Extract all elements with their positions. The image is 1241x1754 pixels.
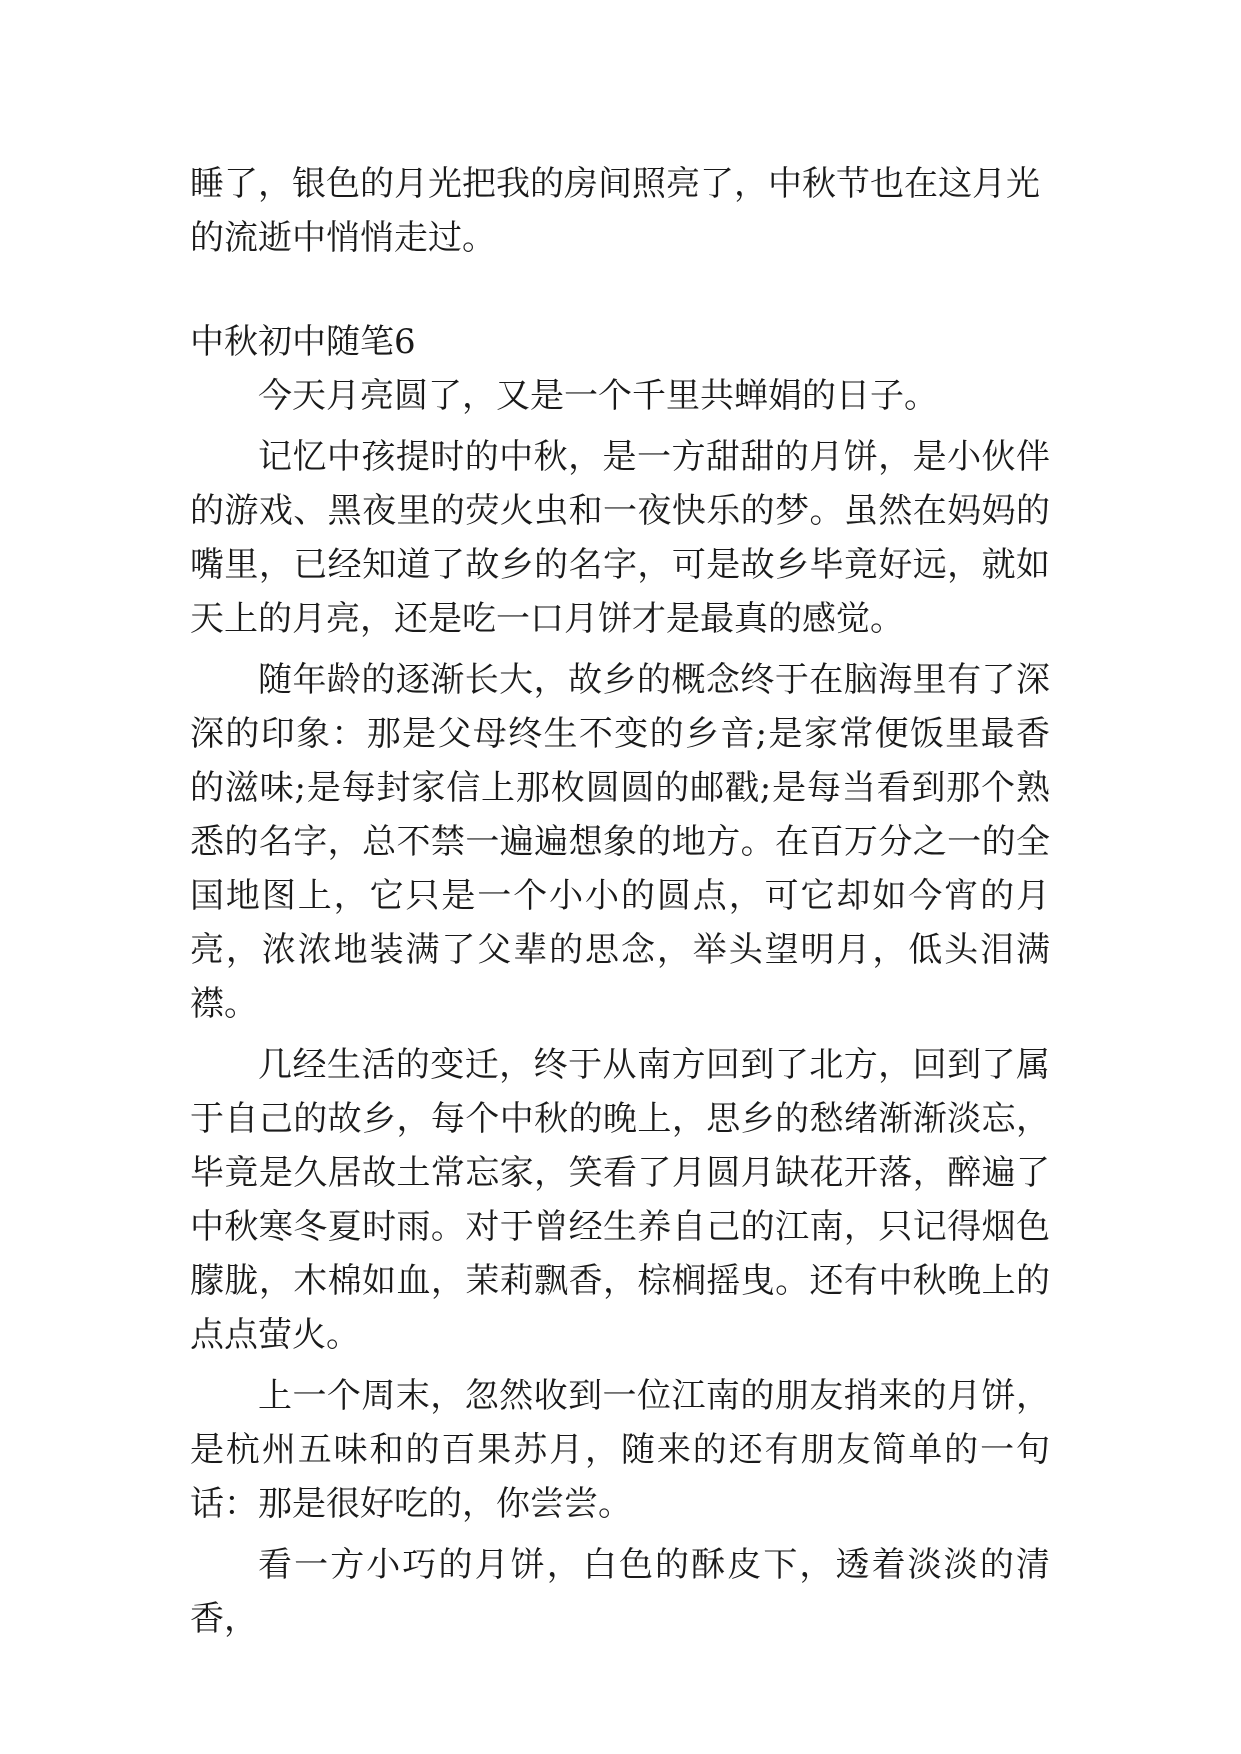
paragraph: 今天月亮圆了，又是一个千里共蝉娟的日子。 — [258, 376, 938, 416]
paragraph: 几经生活的变迁，终于从南方回到了北方，回到了属于自己的故乡，每个中秋的晚上，思乡的愁绪渐渐淡忘，毕竟是久居故土常忘家，笑看了月圆月缺花开落，醉遍了中秋寒冬夏时雨。对于曾经生养自己的江南，只记得烟色朦胧，木棉如血，茉莉飘香，棕榈摇曳。还有中秋晚上的点点萤火。 — [190, 1045, 1050, 1355]
paragraph: 上一个周末，忽然收到一位江南的朋友捎来的月饼，是杭州五味和的百果苏月，随来的还有朋友简单的一句话：那是很好吃的，你尝尝。 — [190, 1376, 1050, 1524]
paragraph: 随年龄的逐渐长大，故乡的概念终于在脑海里有了深深的印象：那是父母终生不变的乡音;是家常便饭里最香的滋味;是每封家信上那枚圆圆的邮戳;是每当看到那个熟悉的名字，总不禁一遍遍想象的地方。在百万分之一的全国地图上，它只是一个小小的圆点，可它却如今宵的月亮，浓浓地装满了父辈的思念，举头望明月，低头泪满襟。 — [190, 660, 1050, 1024]
paragraph: 看一方小巧的月饼，白色的酥皮下，透着淡淡的清香， — [190, 1545, 1050, 1639]
document-body — [190, 0, 1050, 1646]
paragraph: 记忆中孩提时的中秋，是一方甜甜的月饼，是小伙伴的游戏、黑夜里的荧火虫和一夜快乐的梦。虽然在妈妈的嘴里，已经知道了故乡的名字，可是故乡毕竟好远，就如天上的月亮，还是吃一口月饼才是最真的感觉。 — [190, 437, 1050, 639]
continuation-paragraph: 睡了，银色的月光把我的房间照亮了，中秋节也在这月光的流逝中悄悄走过。 — [190, 164, 1040, 258]
section-title: 中秋初中随笔6 — [190, 322, 416, 362]
